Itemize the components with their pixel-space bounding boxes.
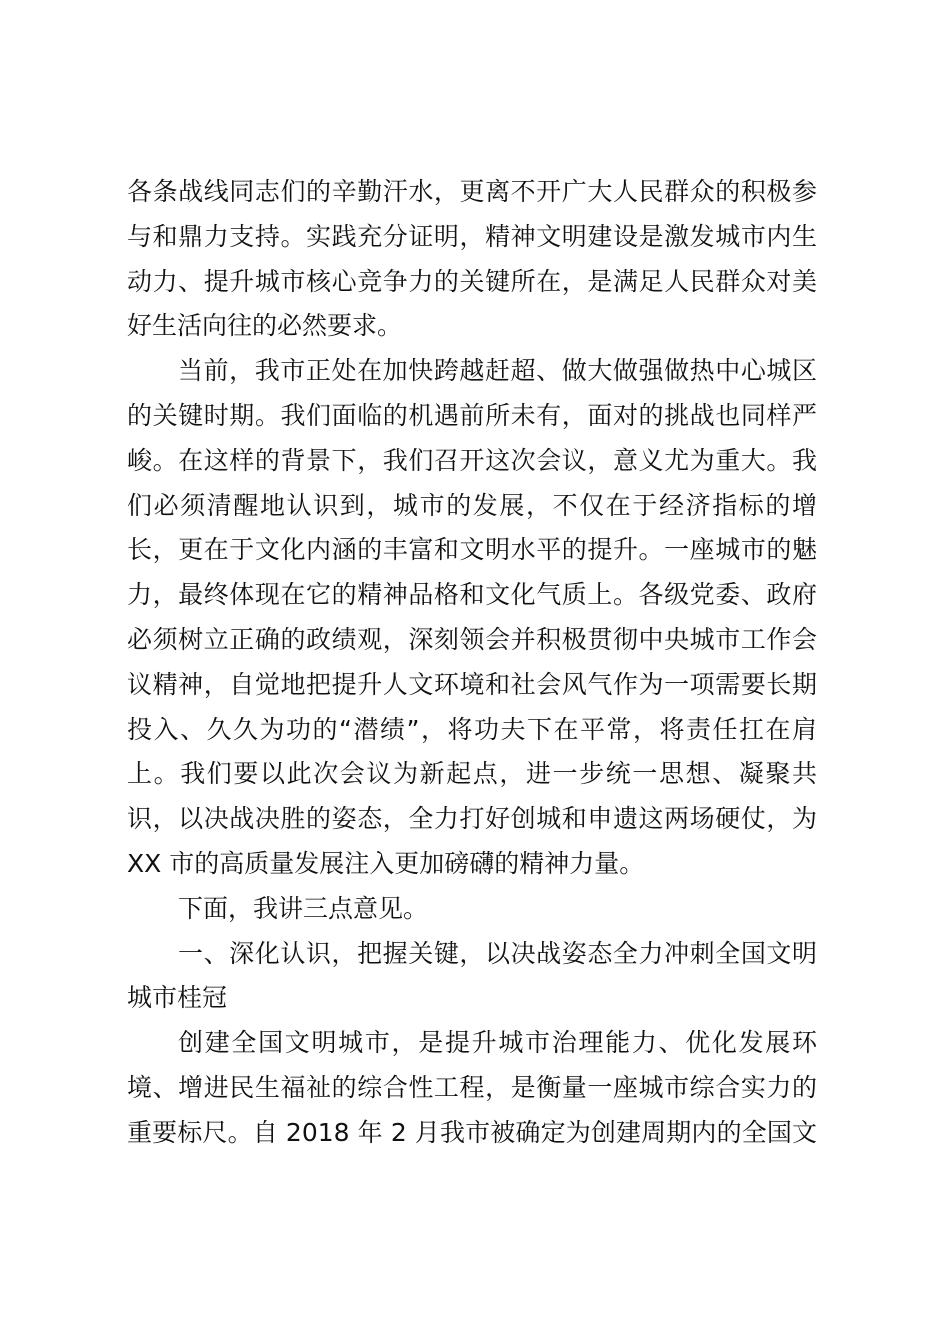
- text-line: 动力、提升城市核心竞争力的关键所在，是满足人民群众对美: [127, 266, 817, 296]
- document-body: [127, 170, 817, 1156]
- text-line: 创建全国文明城市，是提升城市治理能力、优化发展环: [178, 1028, 817, 1058]
- text-line: 们必须清醒地认识到，城市的发展，不仅在于经济指标的增: [127, 490, 817, 520]
- text-line: 与和鼎力支持。实践充分证明，精神文明建设是激发城市内生: [127, 221, 817, 251]
- text-line: 议精神，自觉地把提升人文环境和社会风气作为一项需要长期: [127, 669, 817, 699]
- section-heading-line: 城市桂冠: [127, 983, 228, 1013]
- text-line: 上。我们要以此次会议为新起点，进一步统一思想、凝聚共: [127, 759, 817, 789]
- text-line: 好生活向往的必然要求。: [127, 311, 403, 341]
- section-heading-line: 一、深化认识，把握关键，以决战姿态全力冲刺全国文明: [178, 938, 817, 968]
- text-line: 识，以决战决胜的姿态，全力打好创城和申遗这两场硬仗，为: [127, 804, 817, 834]
- text-line: 长，更在于文化内涵的丰富和文明水平的提升。一座城市的魅: [127, 535, 817, 565]
- text-line: 境、增进民生福祉的综合性工程，是衡量一座城市综合实力的: [127, 1072, 817, 1102]
- text-line: 下面，我讲三点意见。: [178, 893, 429, 923]
- text-line: 重要标尺。自 2018 年 2 月我市被确定为创建周期内的全国文: [127, 1117, 817, 1147]
- text-line: 必须树立正确的政绩观，深刻领会并积极贯彻中央城市工作会: [127, 624, 817, 654]
- text-line: 当前，我市正处在加快跨越赶超、做大做强做热中心城区: [178, 356, 817, 386]
- text-line: 峻。在这样的背景下，我们召开这次会议，意义尤为重大。我: [127, 445, 817, 475]
- text-line: 各条战线同志们的辛勤汗水，更离不开广大人民群众的积极参: [127, 177, 817, 206]
- text-line: 投入、久久为功的“潜绩”，将功夫下在平常，将责任扛在肩: [127, 714, 817, 744]
- text-line: 的关键时期。我们面临的机遇前所未有，面对的挑战也同样严: [127, 400, 817, 430]
- text-line: XX 市的高质量发展注入更加磅礴的精神力量。: [127, 848, 645, 878]
- text-line: 力，最终体现在它的精神品格和文化气质上。各级党委、政府: [127, 580, 817, 610]
